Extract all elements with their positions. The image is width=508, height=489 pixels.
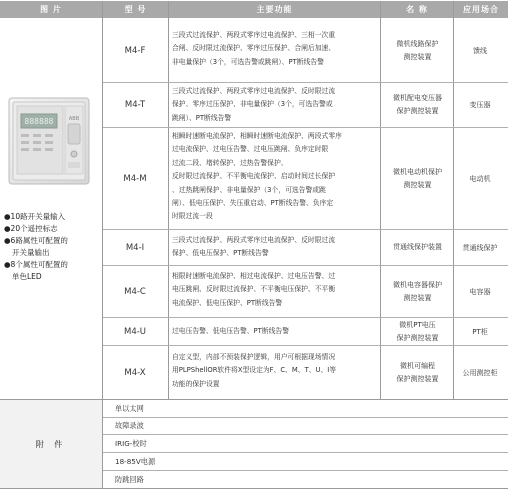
accessory-item: IRIG-校时 — [115, 439, 147, 448]
row-divider — [103, 417, 508, 418]
header-image: 图 片 — [0, 1, 102, 18]
application-m4-m: 电动机 — [469, 174, 491, 183]
svg-text:888888: 888888 — [24, 117, 54, 126]
feature-item: ●20个遥控标志 — [4, 224, 58, 233]
model-m4-m: M4-M — [123, 173, 147, 184]
name-m4-f: 微机线路保护 测控装置 — [396, 39, 439, 61]
functions-m4-t: 三段式过流保护、两段式零序过电流保护、反时限过流 保护、零序过压保护、非电量保护（3个，可选告警或 跳闸）、PT断线告警 — [172, 87, 336, 122]
accessories-label: 附 件 — [0, 400, 102, 488]
model-m4-u: M4-U — [123, 326, 147, 337]
application-m4-t: 变压器 — [469, 101, 491, 109]
device-image — [7, 92, 93, 187]
row-divider — [103, 434, 508, 435]
feature-list — [4, 211, 68, 283]
application-m4-u: PT柜 — [472, 327, 488, 336]
functions-m4-x: 自定义型，内部不预装保护逻辑，用户可根据现场情况 用PLPShellOR软件将X型设定为F、C、M、T、U、I等 功能的保护设置 — [172, 353, 337, 388]
accessory-item: 故障录波 — [115, 421, 144, 430]
application-m4-x: 公用测控柜 — [462, 368, 498, 377]
feature-item: 开关量输出 — [12, 248, 50, 257]
header-name: 名 称 — [381, 1, 453, 18]
row-divider — [103, 452, 508, 453]
header-model: 型 号 — [103, 1, 168, 18]
column-divider — [168, 1, 169, 399]
header-application: 应用场合 — [454, 1, 508, 18]
header-functions: 主要功能 — [169, 1, 380, 18]
functions-m4-c: 相限时速断电流保护、相过电流保护、过电压告警、过 电压跳闸、反时限过流保护、不平衡电压保护、不平衡 电流保护、低电压保护、PT断线告警 — [172, 272, 336, 307]
functions-m4-f: 三段式过流保护、两段式零序过电流保护、三相一次重 合闸、反时限过流保护、零序过压保护、合闸后加速、 非电量保护（3个，可选告警或跳闸）、PT断线告警 — [172, 31, 336, 66]
name-m4-m: 微机电动机保护 测控装置 — [393, 167, 442, 189]
feature-item: ●10路开关量输入 — [4, 212, 66, 221]
svg-text:ABB: ABB — [68, 116, 80, 122]
model-m4-f: M4-F — [124, 45, 146, 56]
functions-m4-i: 三段式过流保护、两段式零序过电流保护、反时限过流 保护、低电压保护、PT断线告警 — [172, 236, 336, 258]
feature-item: 单色LED — [12, 272, 42, 281]
device-illustration — [7, 92, 93, 187]
name-m4-x: 微机可编程 保护测控装置 — [396, 361, 439, 383]
model-m4-i: M4-I — [125, 242, 145, 253]
model-m4-x: M4-X — [124, 367, 146, 378]
accessory-item: 18-85V电源 — [115, 457, 156, 466]
accessory-item: 防跳回路 — [115, 475, 144, 484]
product-image-panel — [0, 19, 102, 400]
model-m4-t: M4-T — [124, 100, 146, 110]
name-m4-t: 微机配电变压器 保护测控装置 — [393, 94, 442, 115]
name-m4-c: 微机电容器保护 测控装置 — [393, 280, 442, 302]
name-m4-u: 微机PT电压 保护测控装置 — [396, 320, 439, 342]
feature-item: ●6路属性可配置的 — [4, 236, 68, 245]
functions-m4-u: 过电压告警、低电压告警、PT断线告警 — [172, 327, 290, 335]
functions-m4-m: 相瞬时速断电流保护、相瞬时速断电流保护、两段式零序 过电流保护、过电压告警、过电压跳闸、负序定时限 过流二段、堵转保护、过热告警保护、 反时限过流保护、不平衡电流保护、启动时间过长保护 、过热跳闸保护、非电量保护（3个，可选告警或跳 闸）、低电压保护、失压重启动、PT断线告警、负序定 时限过流一段 — [172, 132, 342, 221]
feature-item: ●8个属性可配置的 — [4, 260, 68, 269]
row-divider — [103, 470, 508, 471]
application-m4-i: 贯通线保护 — [462, 243, 498, 252]
accessory-item: 单以太网 — [115, 404, 144, 413]
name-m4-i: 贯通线保护装置 — [393, 243, 442, 251]
application-m4-f: 馈线 — [473, 46, 487, 55]
model-m4-c: M4-C — [124, 286, 146, 297]
application-m4-c: 电容器 — [469, 287, 491, 296]
